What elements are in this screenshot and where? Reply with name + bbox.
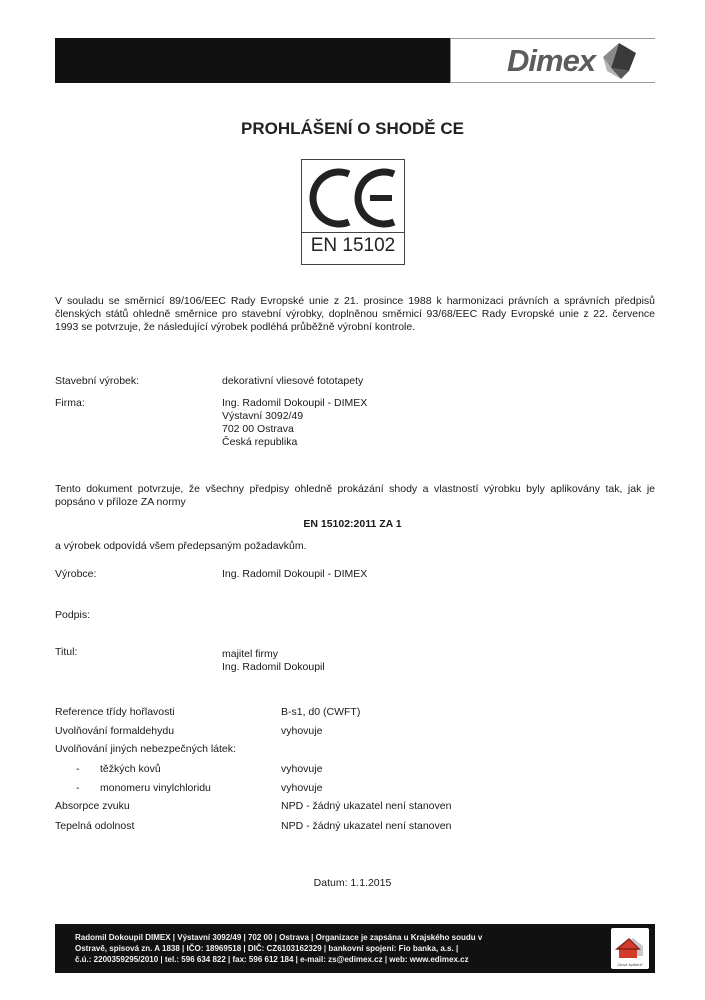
ce-label — [301, 159, 405, 265]
header-bar — [55, 38, 655, 83]
product-label: Stavební výrobek: — [55, 375, 140, 387]
footer — [55, 924, 655, 973]
vinyl-chloride-value: vyhovuje — [281, 782, 323, 794]
formaldehyde-value: vyhovuje — [281, 725, 323, 737]
footer-text — [75, 932, 605, 965]
norm-reference: EN 15102:2011 ZA 1 — [303, 518, 402, 530]
thermal-resistance-value: NPD - žádný ukazatel není stanoven — [281, 820, 452, 832]
manufacturer-label: Výrobce: — [55, 568, 97, 580]
footer-line: č.ú.: 2200359295/2010 | tel.: 596 634 822 | fax: 596 612 184 | e-mail: zs@edimex.cz | web: www.edimex.cz — [75, 955, 469, 964]
title-field-label: Titul: — [55, 646, 78, 658]
document-date: Datum: 1.1.2015 — [313, 877, 392, 889]
heavy-metals-label: těžkých kovů — [100, 763, 161, 775]
footer-line: Ostravě, spisová zn. A 1838 | IČO: 18969518 | DIČ: CZ6103162329 | bankovní spojení: Fio banka, a.s. | — [75, 944, 459, 953]
sound-absorption-label: Absorpce zvuku — [55, 800, 130, 812]
house-badge-icon — [611, 928, 649, 962]
compliance-text: a výrobek odpovídá všem předepsaným požadavkům. — [55, 540, 307, 552]
list-dash: - — [76, 763, 80, 775]
page-title: PROHLÁŠENÍ O SHODĚ CE — [241, 119, 464, 138]
flammability-label: Reference třídy hořlavosti — [55, 706, 175, 718]
heavy-metals-value: vyhovuje — [281, 763, 323, 775]
footer-badge — [611, 928, 649, 969]
signature-label: Podpis: — [55, 609, 91, 621]
other-substances-label: Uvolňování jiných nebezpečných látek: — [55, 743, 236, 755]
flammability-value: B-s1, d0 (CWFT) — [281, 706, 361, 718]
ce-standard: EN 15102 — [302, 232, 404, 259]
confirm-paragraph: Tento dokument potvrzuje, že všechny předpisy ohledně prokázání shody a vlastností výrobku byly aplikovány tak, jak je popsáno v příloze ZA normy — [55, 483, 655, 508]
footer-line: Radomil Dokoupil DIMEX | Výstavní 3092/49 | 702 00 | Ostrava | Organizace je zapsána u Krajského soudu v — [75, 933, 483, 942]
company-line: Výstavní 3092/49 — [222, 410, 304, 422]
dimex-cube-logo-icon — [599, 41, 639, 81]
company-label: Firma: — [55, 397, 85, 409]
thermal-resistance-label: Tepelná odolnost — [55, 820, 135, 832]
footer-badge-text: „Nové bydlení“ — [616, 962, 643, 967]
title-field-line: majitel firmy — [222, 648, 279, 660]
sound-absorption-value: NPD - žádný ukazatel není stanoven — [281, 800, 452, 812]
title-field-line: Ing. Radomil Dokoupil — [222, 661, 325, 673]
company-line: 702 00 Ostrava — [222, 423, 294, 435]
logo-text: Dimex — [507, 43, 596, 78]
ce-mark-icon — [308, 166, 400, 230]
list-dash: - — [76, 782, 80, 794]
company-line: Česká republika — [222, 436, 298, 448]
vinyl-chloride-label: monomeru vinylchloridu — [100, 782, 211, 794]
manufacturer-value: Ing. Radomil Dokoupil - DIMEX — [222, 568, 368, 580]
formaldehyde-label: Uvolňování formaldehydu — [55, 725, 175, 737]
intro-paragraph: V souladu se směrnicí 89/106/EEC Rady Evropské unie z 21. prosince 1988 k harmonizaci právních a správních předpisů členských států ohledně směrnice pro stavební výrobky, doplněnou směrnicí 93/68/EEC Rady Evropské unie z 22. července 1993 se potvrzuje, že následující výrobek podléhá průběžně výrobní kontrole. — [55, 295, 655, 333]
logo — [450, 38, 655, 83]
company-line: Ing. Radomil Dokoupil - DIMEX — [222, 397, 368, 409]
product-value: dekorativní vliesové fototapety — [222, 375, 364, 387]
